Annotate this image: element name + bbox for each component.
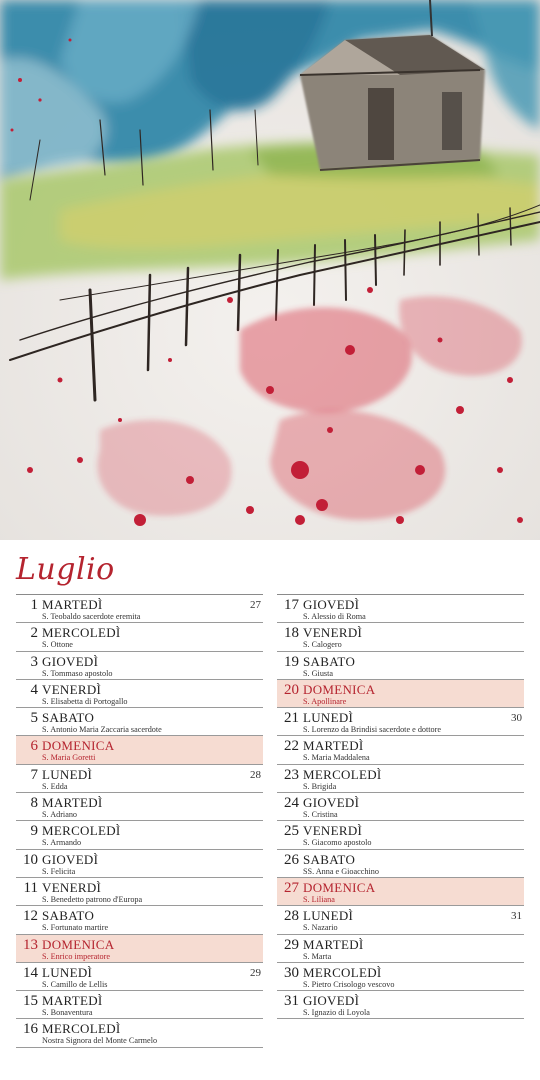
weekday-name: LUNEDÌ: [42, 964, 93, 980]
days-column-right: [277, 594, 524, 1019]
day-row-18: [277, 623, 524, 651]
weekday-name: SABATO: [42, 908, 95, 924]
day-row-7: [16, 765, 263, 793]
day-number: 2: [30, 625, 38, 642]
saint-name: SS. Anna e Gioacchino: [303, 866, 379, 876]
day-number: 24: [284, 795, 299, 812]
day-number: 6: [30, 738, 38, 755]
weekday-name: DOMENICA: [42, 738, 115, 754]
day-row-26: [277, 850, 524, 878]
day-row-11: [16, 878, 263, 906]
day-number: 15: [23, 993, 38, 1010]
weekday-name: MARTEDÌ: [42, 795, 103, 811]
day-row-9: [16, 821, 263, 849]
week-number: 31: [511, 910, 522, 923]
day-number: 7: [30, 766, 38, 783]
day-number: 3: [30, 653, 38, 670]
day-row-15: [16, 991, 263, 1019]
day-number: 18: [284, 625, 299, 642]
day-row-1: [16, 595, 263, 623]
day-row-16: [16, 1019, 263, 1047]
weekday-name: VENERDÌ: [42, 681, 102, 697]
weekday-name: DOMENICA: [42, 936, 115, 952]
day-row-25: [277, 821, 524, 849]
week-number: 30: [511, 712, 522, 725]
weekday-name: LUNEDÌ: [42, 766, 93, 782]
saint-name: S. Edda: [42, 781, 68, 791]
day-row-23: [277, 765, 524, 793]
week-number: 29: [250, 966, 261, 979]
weekday-name: DOMENICA: [303, 681, 376, 697]
day-number: 4: [30, 681, 38, 698]
weekday-name: MERCOLEDÌ: [303, 964, 382, 980]
saint-name: S. Ottone: [42, 640, 73, 650]
saint-name: S. Cristina: [303, 810, 338, 820]
saint-name: S. Liliana: [303, 894, 335, 904]
saint-name: S. Felicita: [42, 866, 76, 876]
weekday-name: LUNEDÌ: [303, 908, 354, 924]
saint-name: S. Tommaso apostolo: [42, 668, 113, 678]
weekday-name: DOMENICA: [303, 879, 376, 895]
weekday-name: MERCOLEDÌ: [303, 766, 382, 782]
day-row-17: [277, 595, 524, 623]
day-row-2: [16, 623, 263, 651]
day-number: 19: [284, 653, 299, 670]
weekday-name: GIOVEDÌ: [303, 993, 360, 1009]
weekday-name: GIOVEDÌ: [303, 795, 360, 811]
weekday-name: LUNEDÌ: [303, 710, 354, 726]
day-number: 25: [284, 823, 299, 840]
day-number: 12: [23, 908, 38, 925]
weekday-name: MERCOLEDÌ: [42, 1021, 121, 1037]
day-row-3: [16, 652, 263, 680]
day-row-13: [16, 935, 263, 963]
saint-name: S. Armando: [42, 838, 82, 848]
day-number: 11: [23, 879, 38, 896]
saint-name: S. Brigida: [303, 781, 337, 791]
day-number: 8: [30, 795, 38, 812]
day-row-4: [16, 680, 263, 708]
weekday-name: SABATO: [303, 851, 356, 867]
day-number: 9: [30, 823, 38, 840]
day-number: 10: [23, 851, 38, 868]
day-number: 27: [284, 879, 299, 896]
saint-name: S. Nazario: [303, 923, 338, 933]
day-number: 29: [284, 936, 299, 953]
saint-name: S. Elisabetta di Portogallo: [42, 696, 128, 706]
day-row-12: [16, 906, 263, 934]
saint-name: S. Bonaventura: [42, 1008, 93, 1018]
day-number: 13: [23, 936, 38, 953]
day-row-29: [277, 935, 524, 963]
weekday-name: MERCOLEDÌ: [42, 823, 121, 839]
day-number: 1: [30, 597, 38, 613]
saint-name: S. Maria Goretti: [42, 753, 96, 763]
day-number: 26: [284, 851, 299, 868]
saint-name: S. Calogero: [303, 640, 342, 650]
saint-name: S. Enrico imperatore: [42, 951, 110, 961]
month-title: Luglio: [16, 552, 115, 587]
day-number: 30: [284, 964, 299, 981]
day-number: 5: [30, 710, 38, 727]
saint-name: S. Giusta: [303, 668, 334, 678]
day-row-19: [277, 652, 524, 680]
day-row-8: [16, 793, 263, 821]
day-number: 31: [284, 993, 299, 1010]
day-row-5: [16, 708, 263, 736]
weekday-name: MARTEDÌ: [303, 738, 364, 754]
saint-name: S. Giacomo apostolo: [303, 838, 372, 848]
saint-name: S. Marta: [303, 951, 332, 961]
weekday-name: MARTEDÌ: [42, 597, 103, 612]
saint-name: S. Camillo de Lellis: [42, 979, 108, 989]
weekday-name: MERCOLEDÌ: [42, 625, 121, 641]
saint-name: S. Teobaldo sacerdote eremita: [42, 612, 141, 621]
weekday-name: GIOVEDÌ: [42, 653, 99, 669]
day-number: 23: [284, 766, 299, 783]
day-row-27: [277, 878, 524, 906]
day-number: 21: [284, 710, 299, 727]
saint-name: S. Pietro Crisologo vescovo: [303, 979, 395, 989]
week-number: 28: [250, 768, 261, 781]
day-number: 28: [284, 908, 299, 925]
weekday-name: GIOVEDÌ: [303, 597, 360, 612]
days-column-left: [16, 594, 263, 1048]
weekday-name: SABATO: [42, 710, 95, 726]
weekday-name: VENERDÌ: [303, 625, 363, 641]
day-number: 17: [284, 597, 299, 613]
day-row-6: [16, 736, 263, 764]
weekday-name: VENERDÌ: [303, 823, 363, 839]
day-number: 22: [284, 738, 299, 755]
weekday-name: VENERDÌ: [42, 879, 102, 895]
saint-name: S. Apollinare: [303, 696, 347, 706]
day-number: 20: [284, 681, 299, 698]
day-row-10: [16, 850, 263, 878]
weekday-name: SABATO: [303, 653, 356, 669]
day-row-20: [277, 680, 524, 708]
day-row-30: [277, 963, 524, 991]
weekday-name: MARTEDÌ: [303, 936, 364, 952]
saint-name: S. Ignazio di Loyola: [303, 1008, 370, 1018]
saint-name: Nostra Signora del Monte Carmelo: [42, 1036, 158, 1046]
day-number: 16: [23, 1021, 38, 1038]
saint-name: S. Adriano: [42, 810, 78, 820]
day-row-28: [277, 906, 524, 934]
saint-name: S. Maria Maddalena: [303, 753, 370, 763]
saint-name: S. Benedetto patrono d'Europa: [42, 894, 143, 904]
week-number: 27: [250, 599, 261, 611]
saint-name: S. Fortunato martire: [42, 923, 109, 933]
saint-name: S. Antonio Maria Zaccaria sacerdote: [42, 725, 162, 735]
weekday-name: GIOVEDÌ: [42, 851, 99, 867]
day-number: 14: [23, 964, 38, 981]
day-row-24: [277, 793, 524, 821]
day-row-31: [277, 991, 524, 1019]
saint-name: S. Lorenzo da Brindisi sacerdote e dottore: [303, 725, 442, 735]
day-row-14: [16, 963, 263, 991]
day-row-22: [277, 736, 524, 764]
day-row-21: [277, 708, 524, 736]
saint-name: S. Alessio di Roma: [303, 612, 366, 621]
weekday-name: MARTEDÌ: [42, 993, 103, 1009]
